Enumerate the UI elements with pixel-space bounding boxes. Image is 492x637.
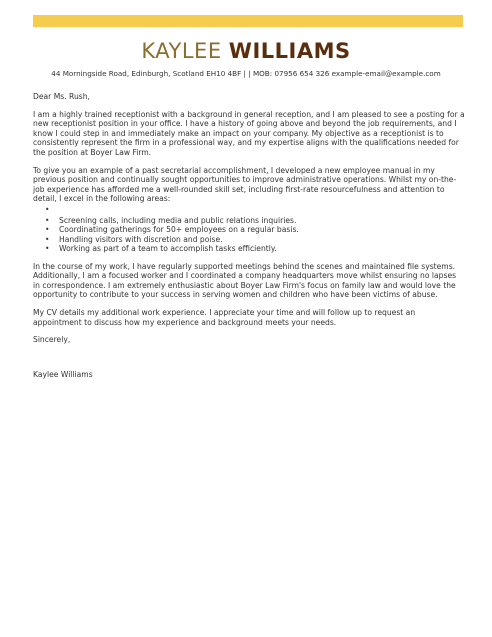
paragraph-experience: In the course of my work, I have regularly supported meetings behind the scenes and maintained file systems. Additionally, I am a focused worker and I coordinated a company headquarters move whilst ensuring no lapses in correspondence. I am extremely enthusiastic about Boyer Law Firm's focus on family law and would love the opportunity to contribute to your success in serving women and children who have been victims of abuse. xyxy=(33,261,457,300)
bullet-icon: • xyxy=(45,204,50,214)
contact-line: 44 Morningside Road, Edinburgh, Scotland EH10 4BF | | MOB: 07956 654 326 example-email@example.com xyxy=(51,69,441,78)
paragraph-followup: My CV details my additional work experience. I appreciate your time and will follow up to request an appointment to discuss how my experience and background meets your needs. xyxy=(33,307,416,327)
applicant-first-name: KAYLEE xyxy=(141,39,222,63)
list-item-text: Working as part of a team to accomplish tasks efficiently. xyxy=(59,244,277,254)
bullet-icon: • xyxy=(45,225,50,235)
list-item-text: Screening calls, including media and public relations inquiries. xyxy=(59,215,297,225)
bullet-icon: • xyxy=(45,234,50,244)
list-item xyxy=(45,244,465,253)
list-item xyxy=(45,205,465,216)
signature: Kaylee Williams xyxy=(33,369,93,379)
list-item-text: Handling visitors with discretion and poise. xyxy=(59,234,223,244)
paragraph-accomplishment: To give you an example of a past secretarial accomplishment, I developed a new employee manual in my previous position and continually sought opportunities to improve administrative operations. Whilst my on-the-job experience has afforded me a well-rounded skill set, including first-rate resourcefulness and attention to detail, I excel in the following areas: xyxy=(33,165,457,204)
list-item xyxy=(45,235,465,244)
letter-body xyxy=(33,92,465,387)
bullet-icon: • xyxy=(45,244,50,254)
list-item xyxy=(45,216,465,225)
applicant-last-name: WILLIAMS xyxy=(228,39,351,63)
header-accent-bar xyxy=(33,15,463,27)
list-item-text: Coordinating gatherings for 50+ employees on a regular basis. xyxy=(59,225,299,235)
skills-list xyxy=(33,205,465,254)
closing: Sincerely, xyxy=(33,335,71,345)
bullet-icon: • xyxy=(45,215,50,225)
list-item xyxy=(45,225,465,234)
applicant-name xyxy=(0,38,492,64)
salutation: Dear Ms. Rush, xyxy=(33,92,90,101)
paragraph-intro: I am a highly trained receptionist with a background in general reception, and I am pleased to see a posting for a new receptionist position in your office. I have a history of going above and beyond the job requirements, and I know I could step in and immediately make an impact on your company. My objective as a receptionist is to consistently represent the firm in a professional way, and my expertise aligns with the qualifications needed for the position at Boyer Law Firm. xyxy=(33,109,465,157)
